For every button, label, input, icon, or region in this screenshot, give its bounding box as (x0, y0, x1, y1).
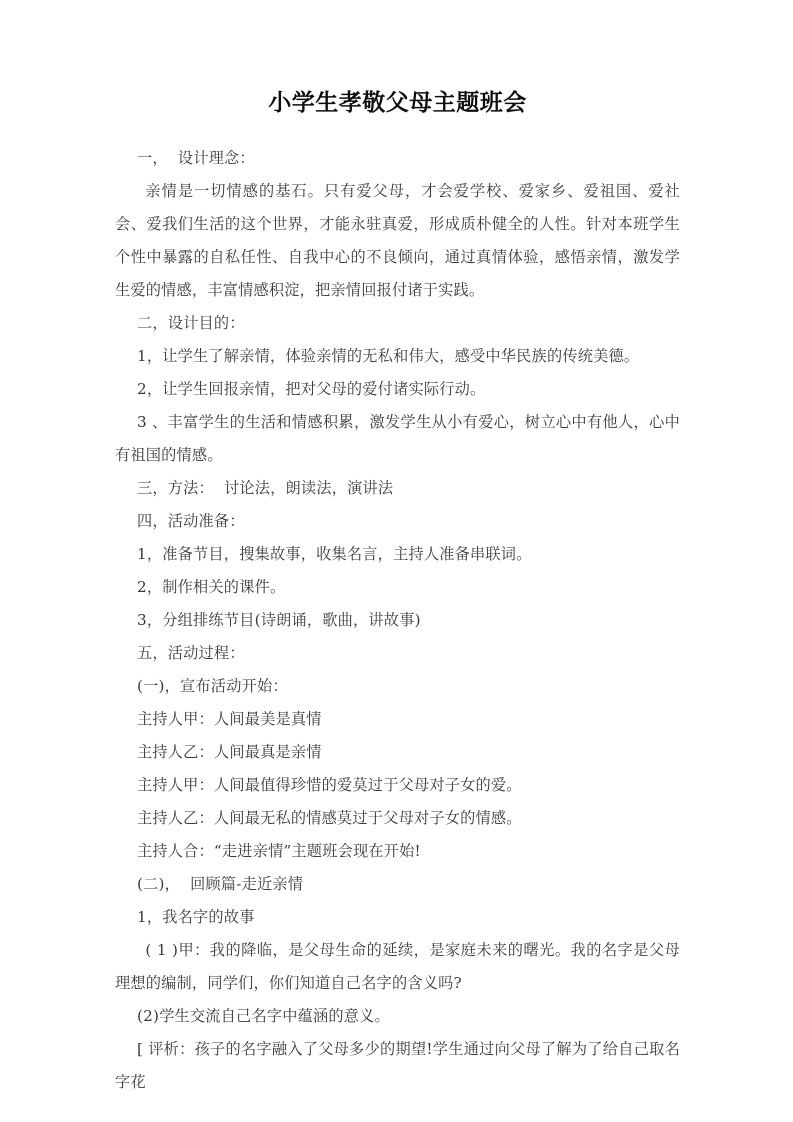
page-title: 小学生孝敬父母主题班会 (268, 90, 527, 116)
name-story-item: 1，我名字的故事 (137, 908, 255, 926)
host-line-jia-2: 主持人甲：人间最值得珍惜的爱莫过于父母对子女的爱。 (137, 776, 522, 794)
host-line-he: 主持人合：“走进亲情”主题班会现在开始! (137, 842, 421, 860)
subsection-heading-one: (一)，宣布活动开始： (137, 677, 288, 695)
preparation-item-2: 2，制作相关的课件。 (137, 578, 286, 596)
section-heading-three: 三，方法： 讨论法，朗读法，演讲法 (137, 479, 394, 497)
design-purpose-item-3: 3 、丰富学生的生活和情感积累，激发学生从小有爱心，树立心中有他人，心中有祖国的情感。 (115, 413, 680, 464)
title-body-spacer (115, 118, 680, 142)
commentary-paragraph: [ 评析：孩子的名字融入了父母多少的期望!学生通过向父母了解为了给自己取名字花 (115, 1040, 680, 1091)
host-line-yi-2: 主持人乙：人间最无私的情感莫过于父母对子女的情感。 (137, 809, 522, 827)
name-story-dialogue-jia: ( 1 )甲：我的降临，是父母生命的延续，是家庭未来的曙光。我的名字是父母理想的编制，同学们，你们知道自己名字的含义吗? (115, 941, 680, 992)
host-line-jia-1: 主持人甲：人间最美是真情 (137, 710, 322, 728)
section-heading-five: 五，活动过程： (137, 644, 245, 662)
preparation-item-1: 1，准备节目，搜集故事，收集名言，主持人准备串联词。 (137, 545, 532, 563)
design-philosophy-paragraph: 亲情是一切情感的基石。只有爱父母，才会爱学校、爱家乡、爱祖国、爱社会、爱我们生活的这个世界，才能永驻真爱，形成质朴健全的人性。针对本班学生个性中暴露的自私任性、自我中心的不良倾向，通过真情体验，感悟亲情，激发学生爱的情感，丰富情感积淀，把亲情回报付诸于实践。 (115, 182, 680, 299)
document-content (115, 0, 680, 1099)
name-story-activity: (2)学生交流自己名字中蕴涵的意义。 (137, 1007, 390, 1025)
subsection-heading-two: (二)， 回顾篇-走近亲情 (137, 875, 304, 893)
section-heading-four: 四，活动准备： (137, 512, 245, 530)
design-purpose-item-1: 1，让学生了解亲情，体验亲情的无私和伟大，感受中华民族的传统美德。 (137, 347, 640, 365)
document-body (115, 142, 680, 1099)
design-purpose-item-2: 2，让学生回报亲情，把对父母的爱付诸实际行动。 (137, 380, 486, 398)
section-heading-one: 一， 设计理念： (137, 149, 255, 167)
preparation-item-3: 3，分组排练节目(诗朗诵，歌曲，讲故事) (137, 611, 421, 629)
section-heading-two: 二，设计目的： (137, 314, 245, 332)
host-line-yi-1: 主持人乙：人间最真是亲情 (137, 743, 322, 761)
